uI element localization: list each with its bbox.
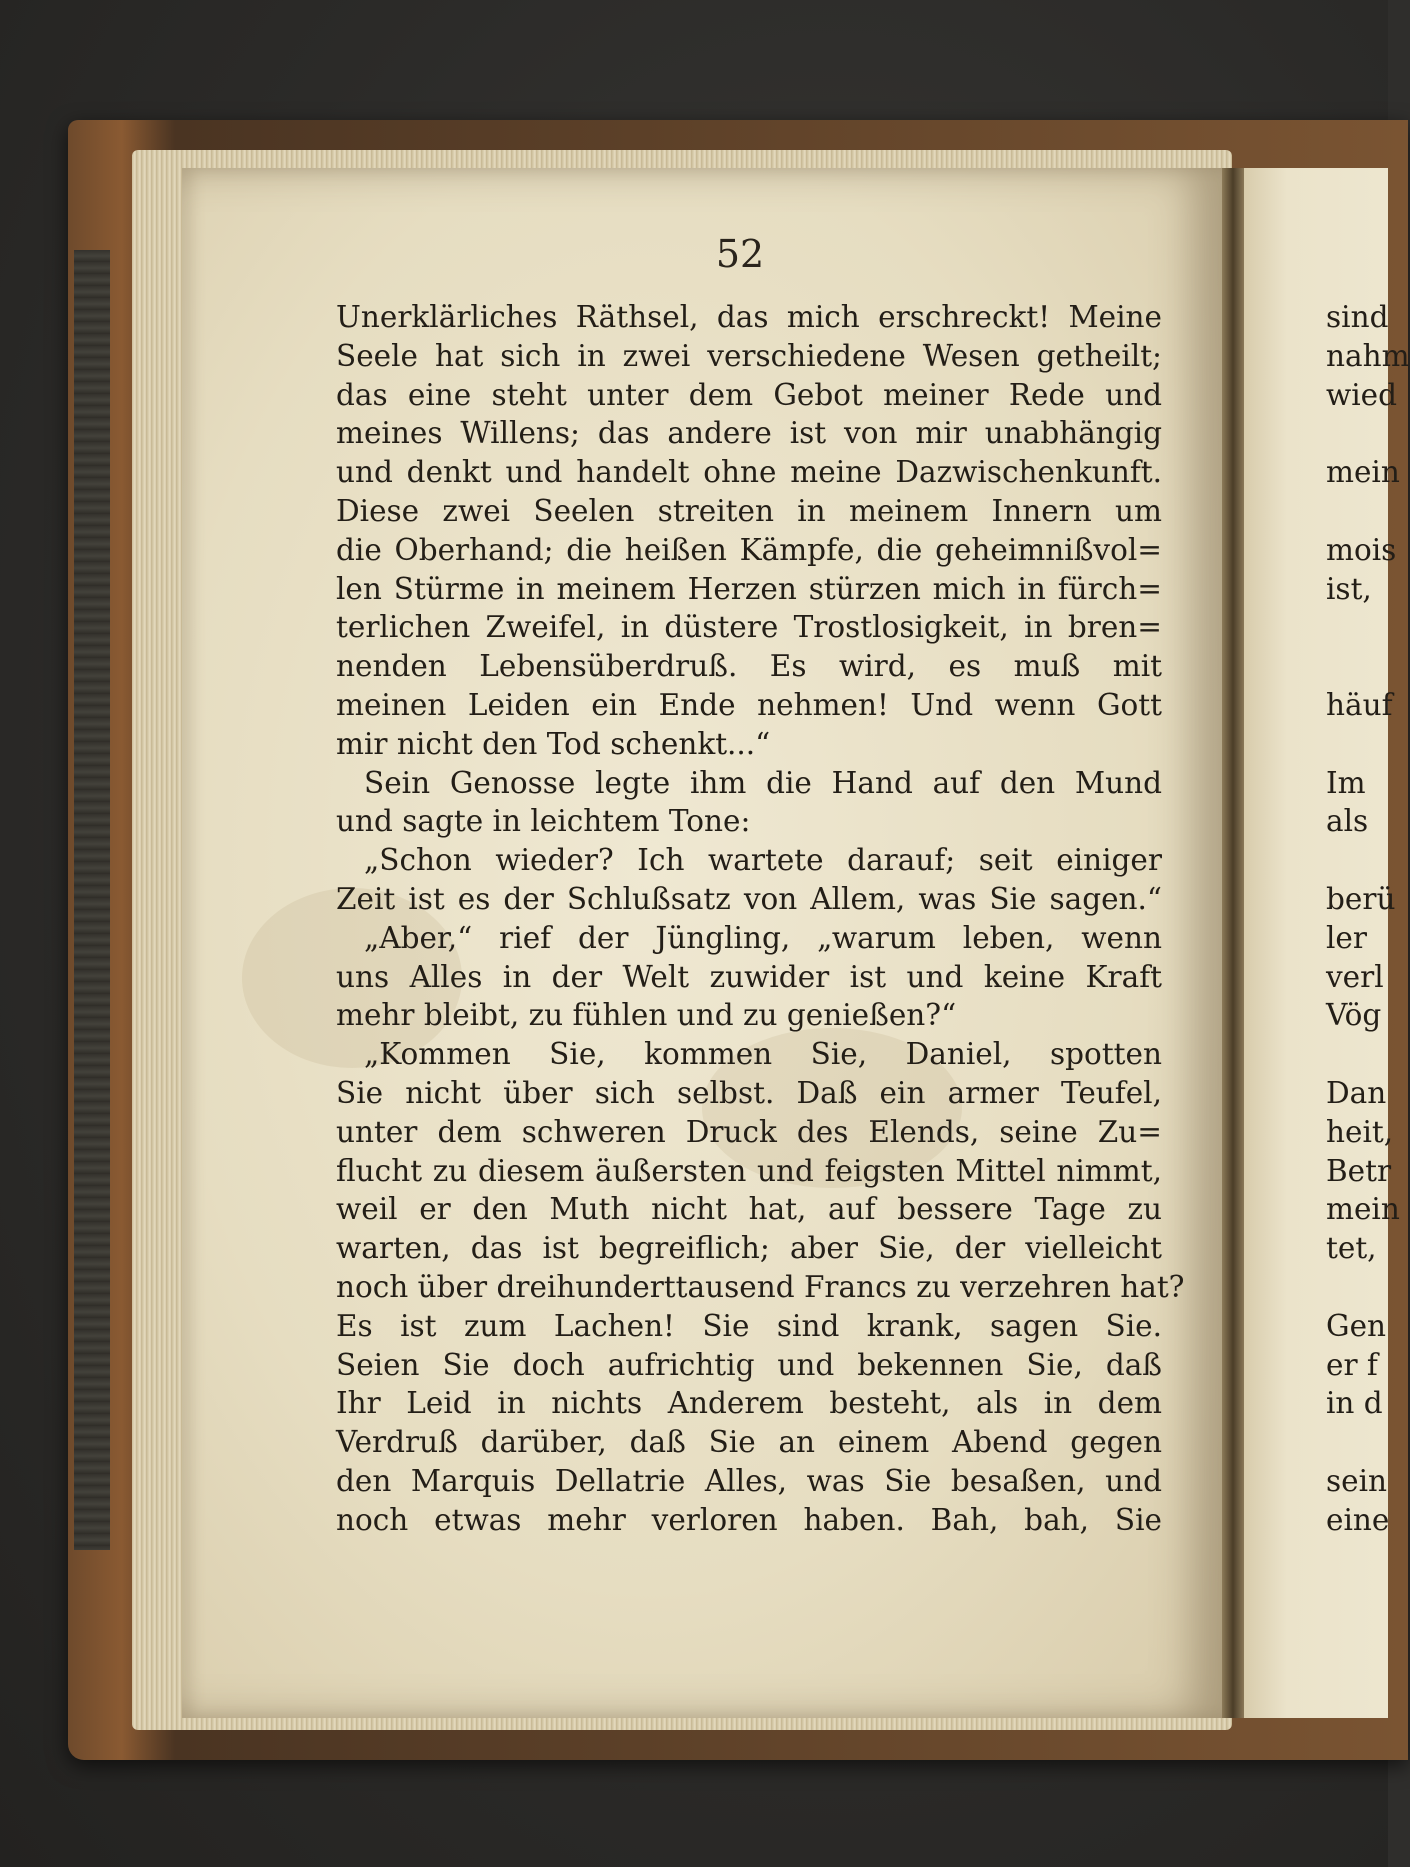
text-fragment: mein (1326, 1192, 1400, 1227)
text-fragment: ist, (1326, 571, 1372, 606)
text-line: nenden Lebensüberdruß. Es wird, es muß mit (336, 649, 1162, 684)
text-fragment (1326, 1035, 1388, 1074)
text-line: Seien Sie doch aufrichtig und bekennen Sie, daß (336, 1347, 1162, 1382)
text-line: Seele hat sich in zwei verschiedene Wesen getheilt; (336, 338, 1162, 373)
text-line: „Schon wieder? Ich wartete darauf; seit einiger (364, 843, 1162, 878)
text-fragment (1326, 841, 1388, 880)
text-fragment: sind (1326, 300, 1389, 334)
text-line: len Stürme in meinem Herzen stürzen mich in fürch= (336, 571, 1162, 606)
text-line: „Kommen Sie, kommen Sie, Daniel, spotten (364, 1037, 1162, 1072)
book-spine (74, 250, 110, 1550)
text-fragment: heit, (1326, 1114, 1394, 1149)
text-line: das eine steht unter dem Gebot meiner Rede und (336, 377, 1162, 412)
text-fragment (1326, 647, 1388, 686)
text-fragment: Gen (1326, 1308, 1387, 1343)
text-fragment: ler (1326, 920, 1367, 955)
text-fragment (1326, 1423, 1388, 1462)
text-line: Zeit ist es der Schlußsatz von Allem, was Sie sagen.“ (336, 881, 1162, 916)
text-line: Es ist zum Lachen! Sie sind krank, sagen Sie. (336, 1308, 1162, 1343)
text-line: Verdruß darüber, daß Sie an einem Abend gegen (336, 1425, 1162, 1460)
text-line: noch etwas mehr verloren haben. Bah, bah, Sie (336, 1502, 1162, 1537)
text-line: und denkt und handelt ohne meine Dazwischenkunft. (336, 455, 1162, 490)
text-line: meinen Leiden ein Ende nehmen! Und wenn Gott (336, 687, 1162, 722)
text-line: die Oberhand; die heißen Kämpfe, die geheimnißvol= (336, 532, 1162, 567)
text-line: Sein Genosse legte ihm die Hand auf den Mund (364, 765, 1162, 800)
text-fragment (1326, 1268, 1388, 1307)
text-line: unter dem schweren Druck des Elends, seine Zu= (336, 1114, 1162, 1149)
text-line: mehr bleibt, zu fühlen und zu genießen?“ (336, 998, 957, 1033)
text-line: „Aber,“ rief der Jüngling, „warum leben, wenn (364, 920, 1162, 955)
text-line: meines Willens; das andere ist von mir unabhängig (336, 416, 1162, 451)
text-fragment: mein (1326, 455, 1400, 490)
left-page-text (336, 298, 1185, 1540)
text-line: Diese zwei Seelen streiten in meinem Innern um (336, 493, 1162, 528)
right-page-text (1326, 298, 1410, 1540)
text-fragment: mois (1326, 532, 1397, 567)
text-fragment (1326, 608, 1388, 647)
page-number: 52 (715, 232, 765, 276)
text-fragment: nahm (1326, 338, 1410, 373)
text-line: uns Alles in der Welt zuwider ist und keine Kraft (336, 959, 1162, 994)
text-fragment (1326, 725, 1388, 764)
text-fragment (1326, 414, 1388, 453)
text-fragment: er f (1326, 1347, 1378, 1382)
text-fragment: verl (1326, 959, 1384, 994)
text-fragment: in d (1326, 1386, 1383, 1421)
text-fragment: Vög (1326, 998, 1382, 1033)
text-fragment: Im (1326, 765, 1366, 800)
text-fragment: Betr (1326, 1153, 1392, 1188)
text-fragment: als (1326, 804, 1369, 839)
text-line: terlichen Zweifel, in düstere Trostlosigkeit, in bren= (336, 610, 1162, 645)
text-line: flucht zu diesem äußersten und feigsten Mittel nimmt, (336, 1153, 1162, 1188)
text-fragment: tet, (1326, 1231, 1377, 1266)
text-fragment: berü (1326, 881, 1396, 916)
text-line: Sie nicht über sich selbst. Daß ein armer Teufel, (336, 1075, 1162, 1110)
book-gutter (1222, 168, 1244, 1718)
text-fragment: wied (1326, 377, 1398, 412)
text-fragment: eine (1326, 1502, 1390, 1537)
text-line: noch über dreihunderttausend Francs zu verzehren hat? (336, 1269, 1185, 1304)
text-line: und sagte in leichtem Tone: (336, 804, 751, 839)
text-line: Ihr Leid in nichts Anderem besteht, als in dem (336, 1386, 1162, 1421)
text-fragment: sein (1326, 1463, 1388, 1498)
text-fragment (1326, 492, 1388, 531)
text-line: mir nicht den Tod schenkt...“ (336, 726, 771, 761)
text-fragment: Dan (1326, 1075, 1387, 1110)
text-line: den Marquis Dellatrie Alles, was Sie besaßen, und (336, 1463, 1162, 1498)
text-line: warten, das ist begreiflich; aber Sie, der vielleicht (336, 1231, 1162, 1266)
text-line: Unerklärliches Räthsel, das mich erschreckt! Meine (336, 300, 1162, 334)
text-fragment: häuf (1326, 687, 1393, 722)
text-line: weil er den Muth nicht hat, auf bessere Tage zu (336, 1192, 1162, 1227)
